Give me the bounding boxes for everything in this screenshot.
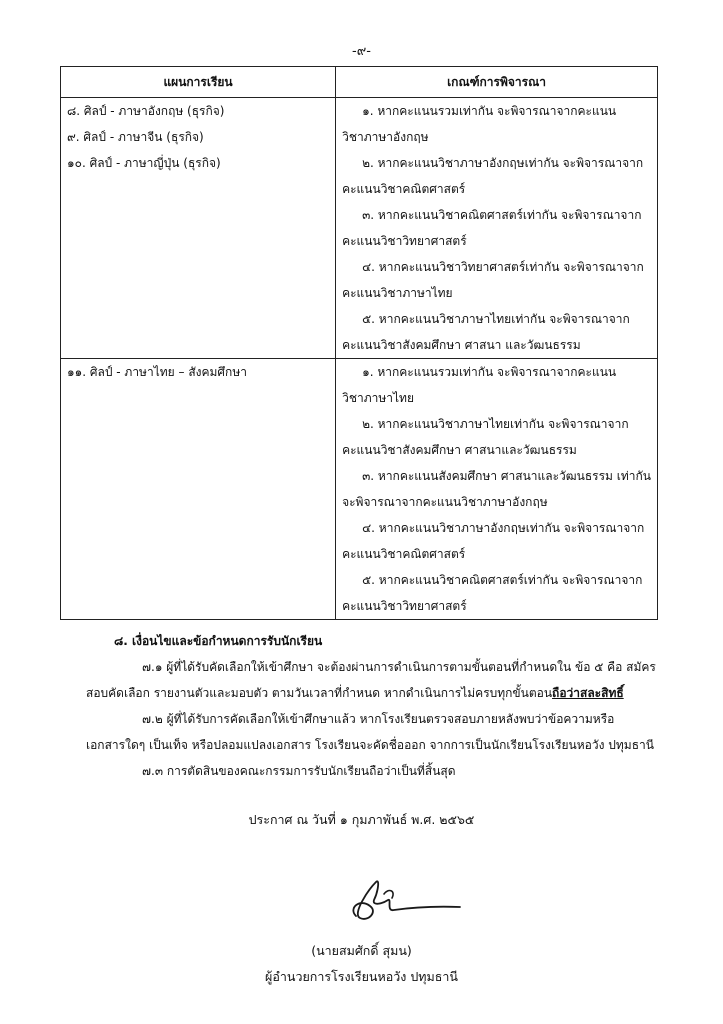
study-plan-item: ๙. ศิลป์ - ภาษาจีน (ธุรกิจ)	[67, 130, 204, 144]
announcement-date: ประกาศ ณ วันที่ ๑ กุมภาพันธ์ พ.ศ. ๒๕๖๕	[248, 812, 475, 827]
criteria-item-cont: จะพิจารณาจากคะแนนวิชาภาษาอังกฤษ	[342, 495, 548, 509]
criteria-item: ๓. หากคะแนนสังคมศึกษา ศาสนาและวัฒนธรรม เท่ากัน	[362, 469, 651, 483]
signer-name: (นายสมศักดิ์ สุมน)	[311, 943, 412, 958]
table-header-row	[61, 67, 658, 98]
condition-7-1-line2	[86, 680, 686, 706]
forfeit-notice: ถือว่าสละสิทธิ์	[552, 686, 624, 700]
criteria-item: ๒. หากคะแนนวิชาภาษาอังกฤษเท่ากัน จะพิจารณาจาก	[362, 156, 644, 170]
criteria-item-cont: วิชาภาษาอังกฤษ	[342, 130, 429, 144]
signer-position: ผู้อำนวยการโรงเรียนหอวัง ปทุมธานี	[265, 969, 458, 984]
criteria-item: ๔. หากคะแนนวิชาภาษาอังกฤษเท่ากัน จะพิจารณาจาก	[362, 521, 645, 535]
criteria-table	[60, 66, 658, 620]
header-criteria: เกณฑ์การพิจารณา	[336, 67, 658, 98]
criteria-item-cont: คะแนนวิชาคณิตศาสตร์	[342, 547, 466, 561]
condition-7-3: ๗.๓ การตัดสินของคณะกรรมการรับนักเรียนถือว่าเป็นที่สิ้นสุด	[142, 764, 456, 778]
criteria-item: ๑. หากคะแนนรวมเท่ากัน จะพิจารณาจากคะแนน	[362, 104, 617, 118]
study-plan-cell	[61, 98, 336, 359]
criteria-cell	[336, 359, 658, 620]
criteria-item-cont: คะแนนวิชาวิทยาศาสตร์	[342, 599, 467, 613]
page-number: -๙-	[352, 44, 371, 59]
condition-7-2-line1: ๗.๒ ผู้ที่ได้รับการคัดเลือกให้เข้าศึกษาแล้ว หากโรงเรียนตรวจสอบภายหลังพบว่าข้อความหรือ	[142, 712, 615, 726]
criteria-item-cont: คะแนนวิชาคณิตศาสตร์	[342, 182, 466, 196]
study-plan-item: ๑๑. ศิลป์ - ภาษาไทย – สังคมศึกษา	[67, 365, 247, 379]
criteria-item: ๔. หากคะแนนวิชาวิทยาศาสตร์เท่ากัน จะพิจารณาจาก	[362, 260, 644, 274]
table-row	[61, 98, 658, 359]
condition-7-1-line1: ๗.๑ ผู้ที่ได้รับคัดเลือกให้เข้าศึกษา จะต้องผ่านการดำเนินการตามขั้นตอนที่กำหนดใน ข้อ ๕ คือ สมัคร	[142, 660, 656, 674]
table-row	[61, 359, 658, 620]
criteria-cell	[336, 98, 658, 359]
criteria-item-cont: คะแนนวิชาภาษาไทย	[342, 286, 453, 300]
conditions-section	[86, 628, 686, 784]
criteria-item: ๕. หากคะแนนวิชาคณิตศาสตร์เท่ากัน จะพิจารณาจาก	[362, 573, 643, 587]
header-study-plan: แผนการเรียน	[61, 67, 336, 98]
condition-7-2-line2: เอกสารใดๆ เป็นเท็จ หรือปลอมแปลงเอกสาร โรงเรียนจะคัดชื่อออก จากการเป็นนักเรียนโรงเรียนหอวัง ปทุมธานี	[86, 738, 654, 752]
criteria-item-cont: คะแนนวิชาสังคมศึกษา ศาสนาและวัฒนธรรม	[342, 443, 577, 457]
study-plan-item: ๘. ศิลป์ - ภาษาอังกฤษ (ธุรกิจ)	[67, 104, 225, 118]
signer-block	[0, 938, 723, 990]
section-title: ๘. เงื่อนไขและข้อกำหนดการรับนักเรียน	[114, 634, 323, 648]
condition-7-1-text: สอบคัดเลือก รายงานตัวและมอบตัว ตามวันเวลาที่กำหนด หากดำเนินการไม่ครบทุกขั้นตอน	[86, 686, 553, 700]
criteria-item: ๓. หากคะแนนวิชาคณิตศาสตร์เท่ากัน จะพิจารณาจาก	[362, 208, 642, 222]
study-plan-cell	[61, 359, 336, 620]
criteria-item: ๒. หากคะแนนวิชาภาษาไทยเท่ากัน จะพิจารณาจาก	[362, 417, 629, 431]
study-plan-item: ๑๐. ศิลป์ - ภาษาญี่ปุ่น (ธุรกิจ)	[67, 156, 221, 170]
signature-image	[338, 868, 468, 928]
criteria-item: ๕. หากคะแนนวิชาภาษาไทยเท่ากัน จะพิจารณาจาก	[362, 312, 630, 326]
criteria-item-cont: คะแนนวิชาวิทยาศาสตร์	[342, 234, 467, 248]
criteria-item: ๑. หากคะแนนรวมเท่ากัน จะพิจารณาจากคะแนน	[362, 365, 617, 379]
criteria-item-cont: วิชาภาษาไทย	[342, 391, 414, 405]
criteria-item-cont: คะแนนวิชาสังคมศึกษา ศาสนา และวัฒนธรรม	[342, 338, 581, 352]
